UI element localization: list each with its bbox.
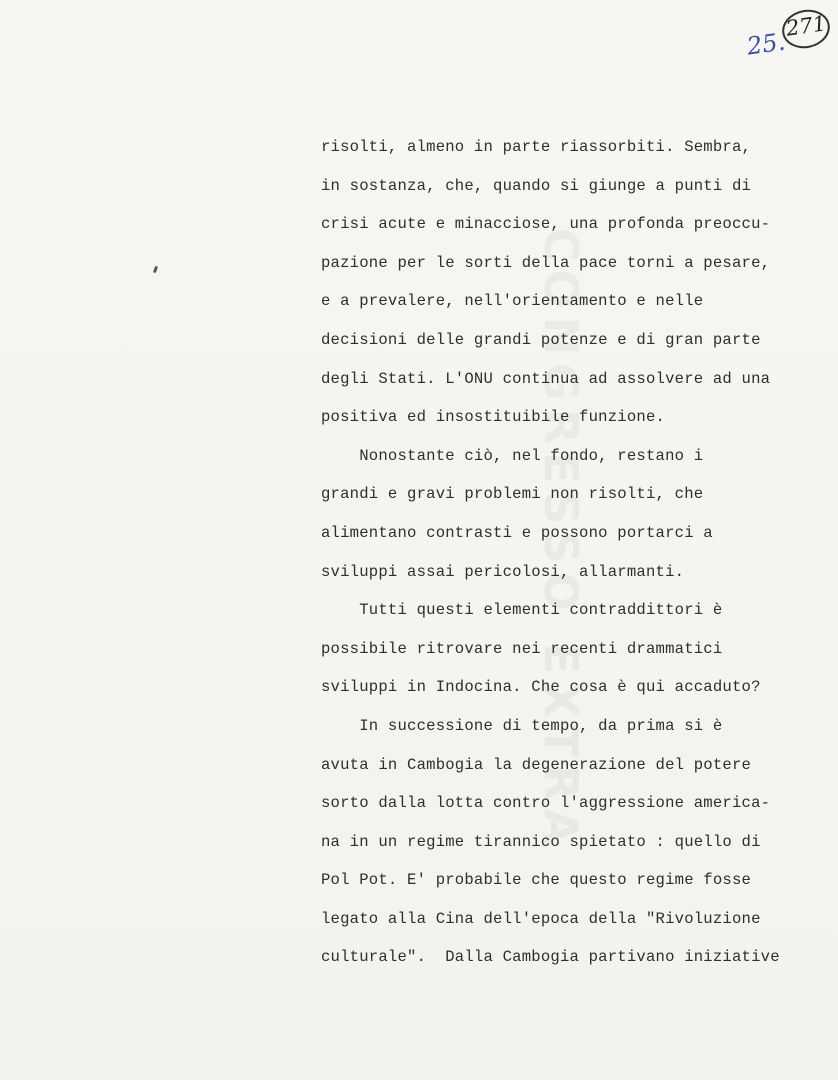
text-line: positiva ed insostituibile funzione. xyxy=(321,408,666,427)
text-line: crisi acute e minacciose, una profonda preoccu- xyxy=(321,215,771,234)
paragraph-start-line: Nonostante ciò, nel fondo, restano i xyxy=(321,446,704,465)
paragraph-start-line: Tutti questi elementi contraddittori è xyxy=(321,601,723,620)
text-line: sviluppi assai pericolosi, allarmanti. xyxy=(321,562,685,581)
text-line: risolti, almeno in parte riassorbiti. Sembra, xyxy=(321,138,752,156)
text-line: pazione per le sorti della pace torni a pesare, xyxy=(321,253,771,272)
text-line: avuta in Cambogia la degenerazione del potere xyxy=(321,755,752,774)
text-line: decisioni delle grandi potenze e di gran parte xyxy=(321,330,761,349)
ink-speck xyxy=(153,266,158,274)
text-line: na in un regime tirannico spietato : quello di xyxy=(321,832,761,851)
text-line: Pol Pot. E' probabile che questo regime fosse xyxy=(321,871,752,890)
text-line: in sostanza, che, quando si giunge a punti di xyxy=(321,176,752,195)
text-line: legato alla Cina dell'epoca della "Rivoluzione xyxy=(321,909,761,928)
text-line: culturale". Dalla Cambogia partivano iniziative xyxy=(321,948,780,967)
circled-page-number: 271 xyxy=(784,11,828,41)
paragraph-start-line: In successione di tempo, da prima si è xyxy=(321,716,723,735)
text-line: e a prevalere, nell'orientamento e nelle xyxy=(321,292,704,311)
typed-body-text xyxy=(321,134,821,983)
text-line: grandi e gravi problemi non risolti, che xyxy=(321,485,704,504)
text-line: sorto dalla lotta contro l'aggressione america- xyxy=(321,794,771,813)
text-line: alimentano contrasti e possono portarci a xyxy=(321,523,713,542)
text-line: possibile ritrovare nei recenti drammatici xyxy=(321,639,723,658)
handwritten-page-number: 25. xyxy=(745,27,787,61)
text-line: degli Stati. L'ONU continua ad assolvere ad una xyxy=(321,369,771,388)
text-line: sviluppi in Indocina. Che cosa è qui accaduto? xyxy=(321,678,761,697)
